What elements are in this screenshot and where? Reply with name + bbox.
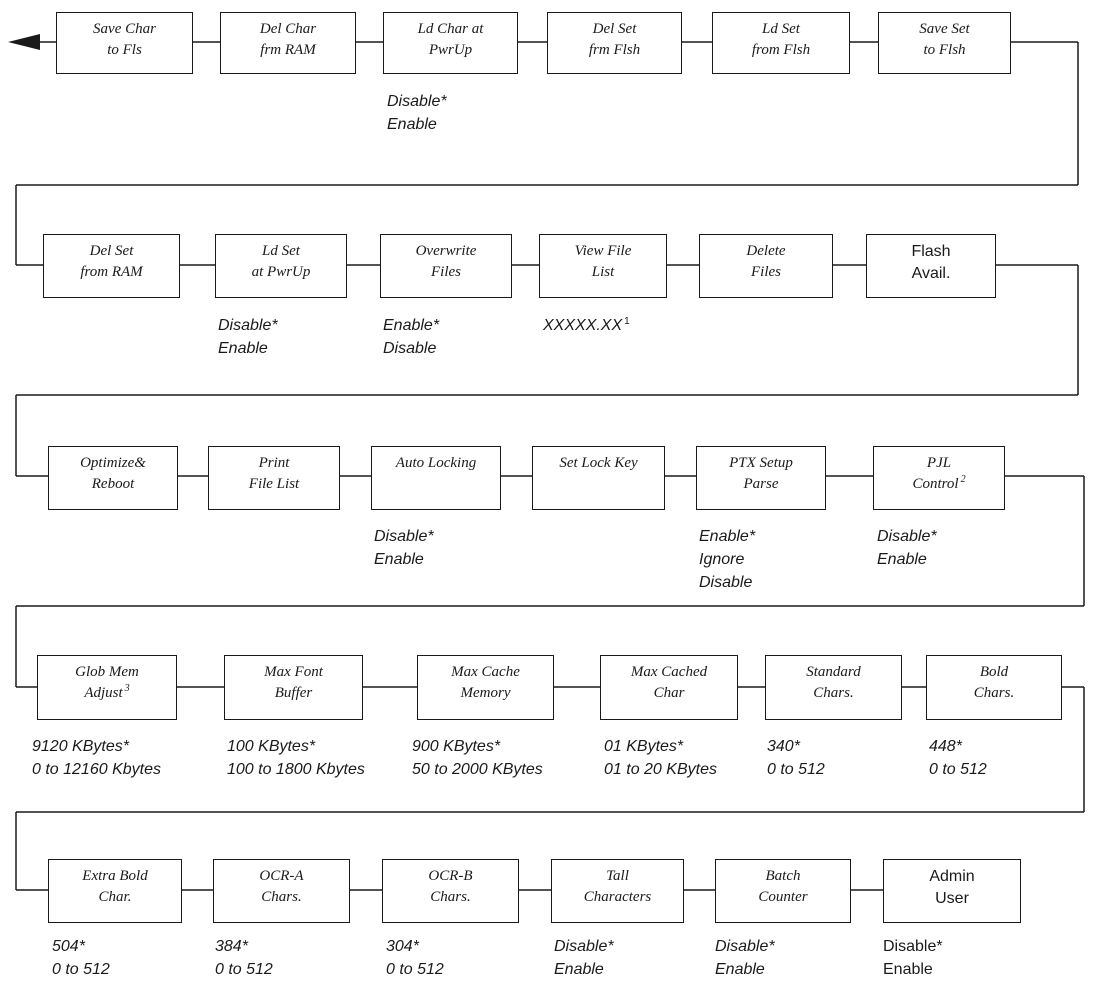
option-list: [32, 735, 161, 781]
menu-label: PTX Setup: [729, 455, 793, 471]
menu-label-with-note: [84, 683, 129, 704]
option: Enable: [554, 961, 604, 978]
option-range: 50 to 2000 KBytes: [412, 761, 543, 778]
menu-label: Chars.: [973, 685, 1015, 701]
menu-glob-mem-adjust: [37, 655, 177, 720]
option-list: [227, 735, 365, 781]
option-list: [929, 735, 987, 781]
menu-ld-set-from-flsh: [712, 12, 850, 74]
menu-label: Control: [912, 476, 959, 492]
menu-print-file-list: [208, 446, 340, 510]
option-list: [52, 935, 110, 981]
option-list: [543, 314, 630, 337]
menu-label: Parse: [743, 476, 779, 492]
option-default: Disable*: [883, 938, 943, 955]
menu-ocr-b-chars: [382, 859, 519, 923]
option-default: 340*: [767, 738, 800, 755]
option-range: 100 to 1800 Kbytes: [227, 761, 365, 778]
option-default: 01 KBytes*: [604, 738, 684, 755]
menu-label: PwrUp: [428, 42, 473, 58]
menu-pjl-control: [873, 446, 1005, 510]
menu-label: OCR-A: [259, 868, 304, 884]
menu-del-set-from-ram: [43, 234, 180, 298]
menu-label: Chars.: [430, 889, 471, 905]
menu-label: Optimize&: [80, 455, 146, 471]
option-default: 448*: [929, 738, 962, 755]
menu-label: Overwrite: [415, 243, 477, 259]
menu-label: View File: [574, 243, 632, 259]
menu-label: Admin: [929, 868, 975, 885]
menu-label: User: [935, 890, 969, 907]
option: Enable: [387, 116, 437, 133]
menu-label: Bold: [979, 664, 1009, 680]
menu-admin-user: [883, 859, 1021, 923]
menu-label: Files: [751, 264, 781, 280]
menu-auto-locking: [371, 446, 501, 510]
option-list: [218, 314, 278, 360]
menu-ptx-setup-parse: [696, 446, 826, 510]
menu-label: Char: [653, 685, 685, 701]
option-default: 384*: [215, 938, 248, 955]
menu-delete-files: [699, 234, 833, 298]
menu-label: Tall: [606, 868, 629, 884]
menu-label: from Flsh: [751, 42, 811, 58]
menu-label: Ld Set: [262, 243, 300, 259]
option-default: Disable*: [715, 938, 775, 955]
menu-label: Max Cached: [630, 664, 708, 680]
option-default: Disable*: [877, 528, 937, 545]
menu-max-font-buffer: [224, 655, 363, 720]
menu-label: Char.: [98, 889, 132, 905]
menu-label: Chars.: [813, 685, 854, 701]
menu-label: Chars.: [261, 889, 302, 905]
menu-save-set-to-flsh: [878, 12, 1011, 74]
menu-label-with-note: [912, 474, 965, 495]
footnote-marker: 3: [124, 683, 130, 694]
menu-label: Ld Set: [762, 21, 800, 37]
menu-label: Del Char: [259, 21, 317, 37]
menu-label: at PwrUp: [251, 264, 311, 280]
menu-label: frm RAM: [260, 42, 316, 58]
menu-save-char-to-fls: [56, 12, 193, 74]
option-range: 0 to 512: [52, 961, 110, 978]
menu-ocr-a-chars: [213, 859, 350, 923]
option-list: [883, 935, 943, 981]
menu-label: Delete: [746, 243, 786, 259]
menu-label: Auto Locking: [395, 455, 477, 471]
option-default: Disable*: [374, 528, 434, 545]
option: Enable: [218, 340, 268, 357]
menu-label: Buffer: [274, 685, 313, 701]
menu-label: Save Char: [93, 21, 156, 37]
option-list: [767, 735, 825, 781]
menu-extra-bold-char: [48, 859, 182, 923]
option-range: 0 to 512: [767, 761, 825, 778]
option-default: Enable*: [699, 528, 756, 545]
menu-label: Counter: [758, 889, 808, 905]
menu-label: PJL: [926, 455, 952, 471]
footnote-marker: 2: [960, 474, 966, 485]
option-default: Disable*: [387, 93, 447, 110]
footnote-marker: 1: [624, 315, 630, 327]
menu-label: Max Font: [264, 664, 323, 680]
menu-label: Adjust: [84, 685, 123, 701]
menu-ld-set-at-pwrup: [215, 234, 347, 298]
menu-del-set-frm-flsh: [547, 12, 682, 74]
option-list: [604, 735, 717, 781]
loop-back-arrow-icon: [8, 34, 40, 50]
option-list: [387, 90, 447, 136]
option-range: 0 to 12160 Kbytes: [32, 761, 161, 778]
menu-label: Print: [258, 455, 290, 471]
menu-label: Batch: [765, 868, 801, 884]
menu-label: Set Lock Key: [559, 455, 638, 471]
menu-label: Flash: [911, 243, 951, 260]
menu-label: OCR-B: [428, 868, 473, 884]
option-list: [383, 314, 439, 360]
option-list: [554, 935, 614, 981]
menu-set-lock-key: [532, 446, 665, 510]
option-list: [715, 935, 775, 981]
menu-label: List: [591, 264, 615, 280]
option-list: [374, 525, 434, 571]
menu-label: File List: [248, 476, 300, 492]
option-default: Enable*: [383, 317, 440, 334]
option-range: 0 to 512: [386, 961, 444, 978]
option-value: [543, 314, 630, 337]
menu-label: to Fls: [107, 42, 142, 58]
option-list: [412, 735, 543, 781]
menu-max-cached-char: [600, 655, 738, 720]
menu-batch-counter: [715, 859, 851, 923]
option: Disable: [699, 574, 753, 591]
menu-label: Extra Bold: [82, 868, 148, 884]
option-default: 9120 KBytes*: [32, 738, 129, 755]
option-list: [699, 525, 755, 594]
menu-optimize-reboot: [48, 446, 178, 510]
menu-overwrite-files: [380, 234, 512, 298]
menu-del-char-frm-ram: [220, 12, 356, 74]
option-list: [215, 935, 273, 981]
option: Enable: [374, 551, 424, 568]
menu-view-file-list: [539, 234, 667, 298]
option: XXXXX.XX: [543, 317, 623, 334]
option: Disable: [383, 340, 437, 357]
menu-standard-chars: [765, 655, 902, 720]
menu-label: to Flsh: [923, 42, 966, 58]
option-range: 0 to 512: [929, 761, 987, 778]
option-range: 0 to 512: [215, 961, 273, 978]
menu-max-cache-memory: [417, 655, 554, 720]
menu-label: frm Flsh: [588, 42, 641, 58]
menu-tall-characters: [551, 859, 684, 923]
option: Enable: [715, 961, 765, 978]
menu-flash-avail: [866, 234, 996, 298]
menu-label: Avail.: [911, 265, 951, 282]
option-list: [386, 935, 444, 981]
menu-label: Reboot: [91, 476, 135, 492]
option: Enable: [877, 551, 927, 568]
menu-label: Save Set: [919, 21, 970, 37]
menu-label: Glob Mem: [75, 664, 139, 680]
option-default: Disable*: [554, 938, 614, 955]
option: Enable: [883, 961, 933, 978]
menu-bold-chars: [926, 655, 1062, 720]
menu-label: Files: [431, 264, 461, 280]
option-default: Disable*: [218, 317, 278, 334]
menu-label: Standard: [806, 664, 861, 680]
menu-label: Ld Char at: [417, 21, 484, 37]
option-list: [877, 525, 937, 571]
option-default: 100 KBytes*: [227, 738, 316, 755]
option-default: 304*: [386, 938, 419, 955]
menu-label: Del Set: [592, 21, 637, 37]
menu-label: Characters: [583, 889, 652, 905]
option-default: 504*: [52, 938, 85, 955]
menu-label: from RAM: [80, 264, 143, 280]
menu-ld-char-at-pwrup: [383, 12, 518, 74]
option-range: 01 to 20 KBytes: [604, 761, 717, 778]
option-default: 900 KBytes*: [412, 738, 501, 755]
menu-label: Max Cache: [451, 664, 520, 680]
menu-label: Memory: [460, 685, 511, 701]
option: Ignore: [699, 551, 745, 568]
menu-label: Del Set: [89, 243, 134, 259]
